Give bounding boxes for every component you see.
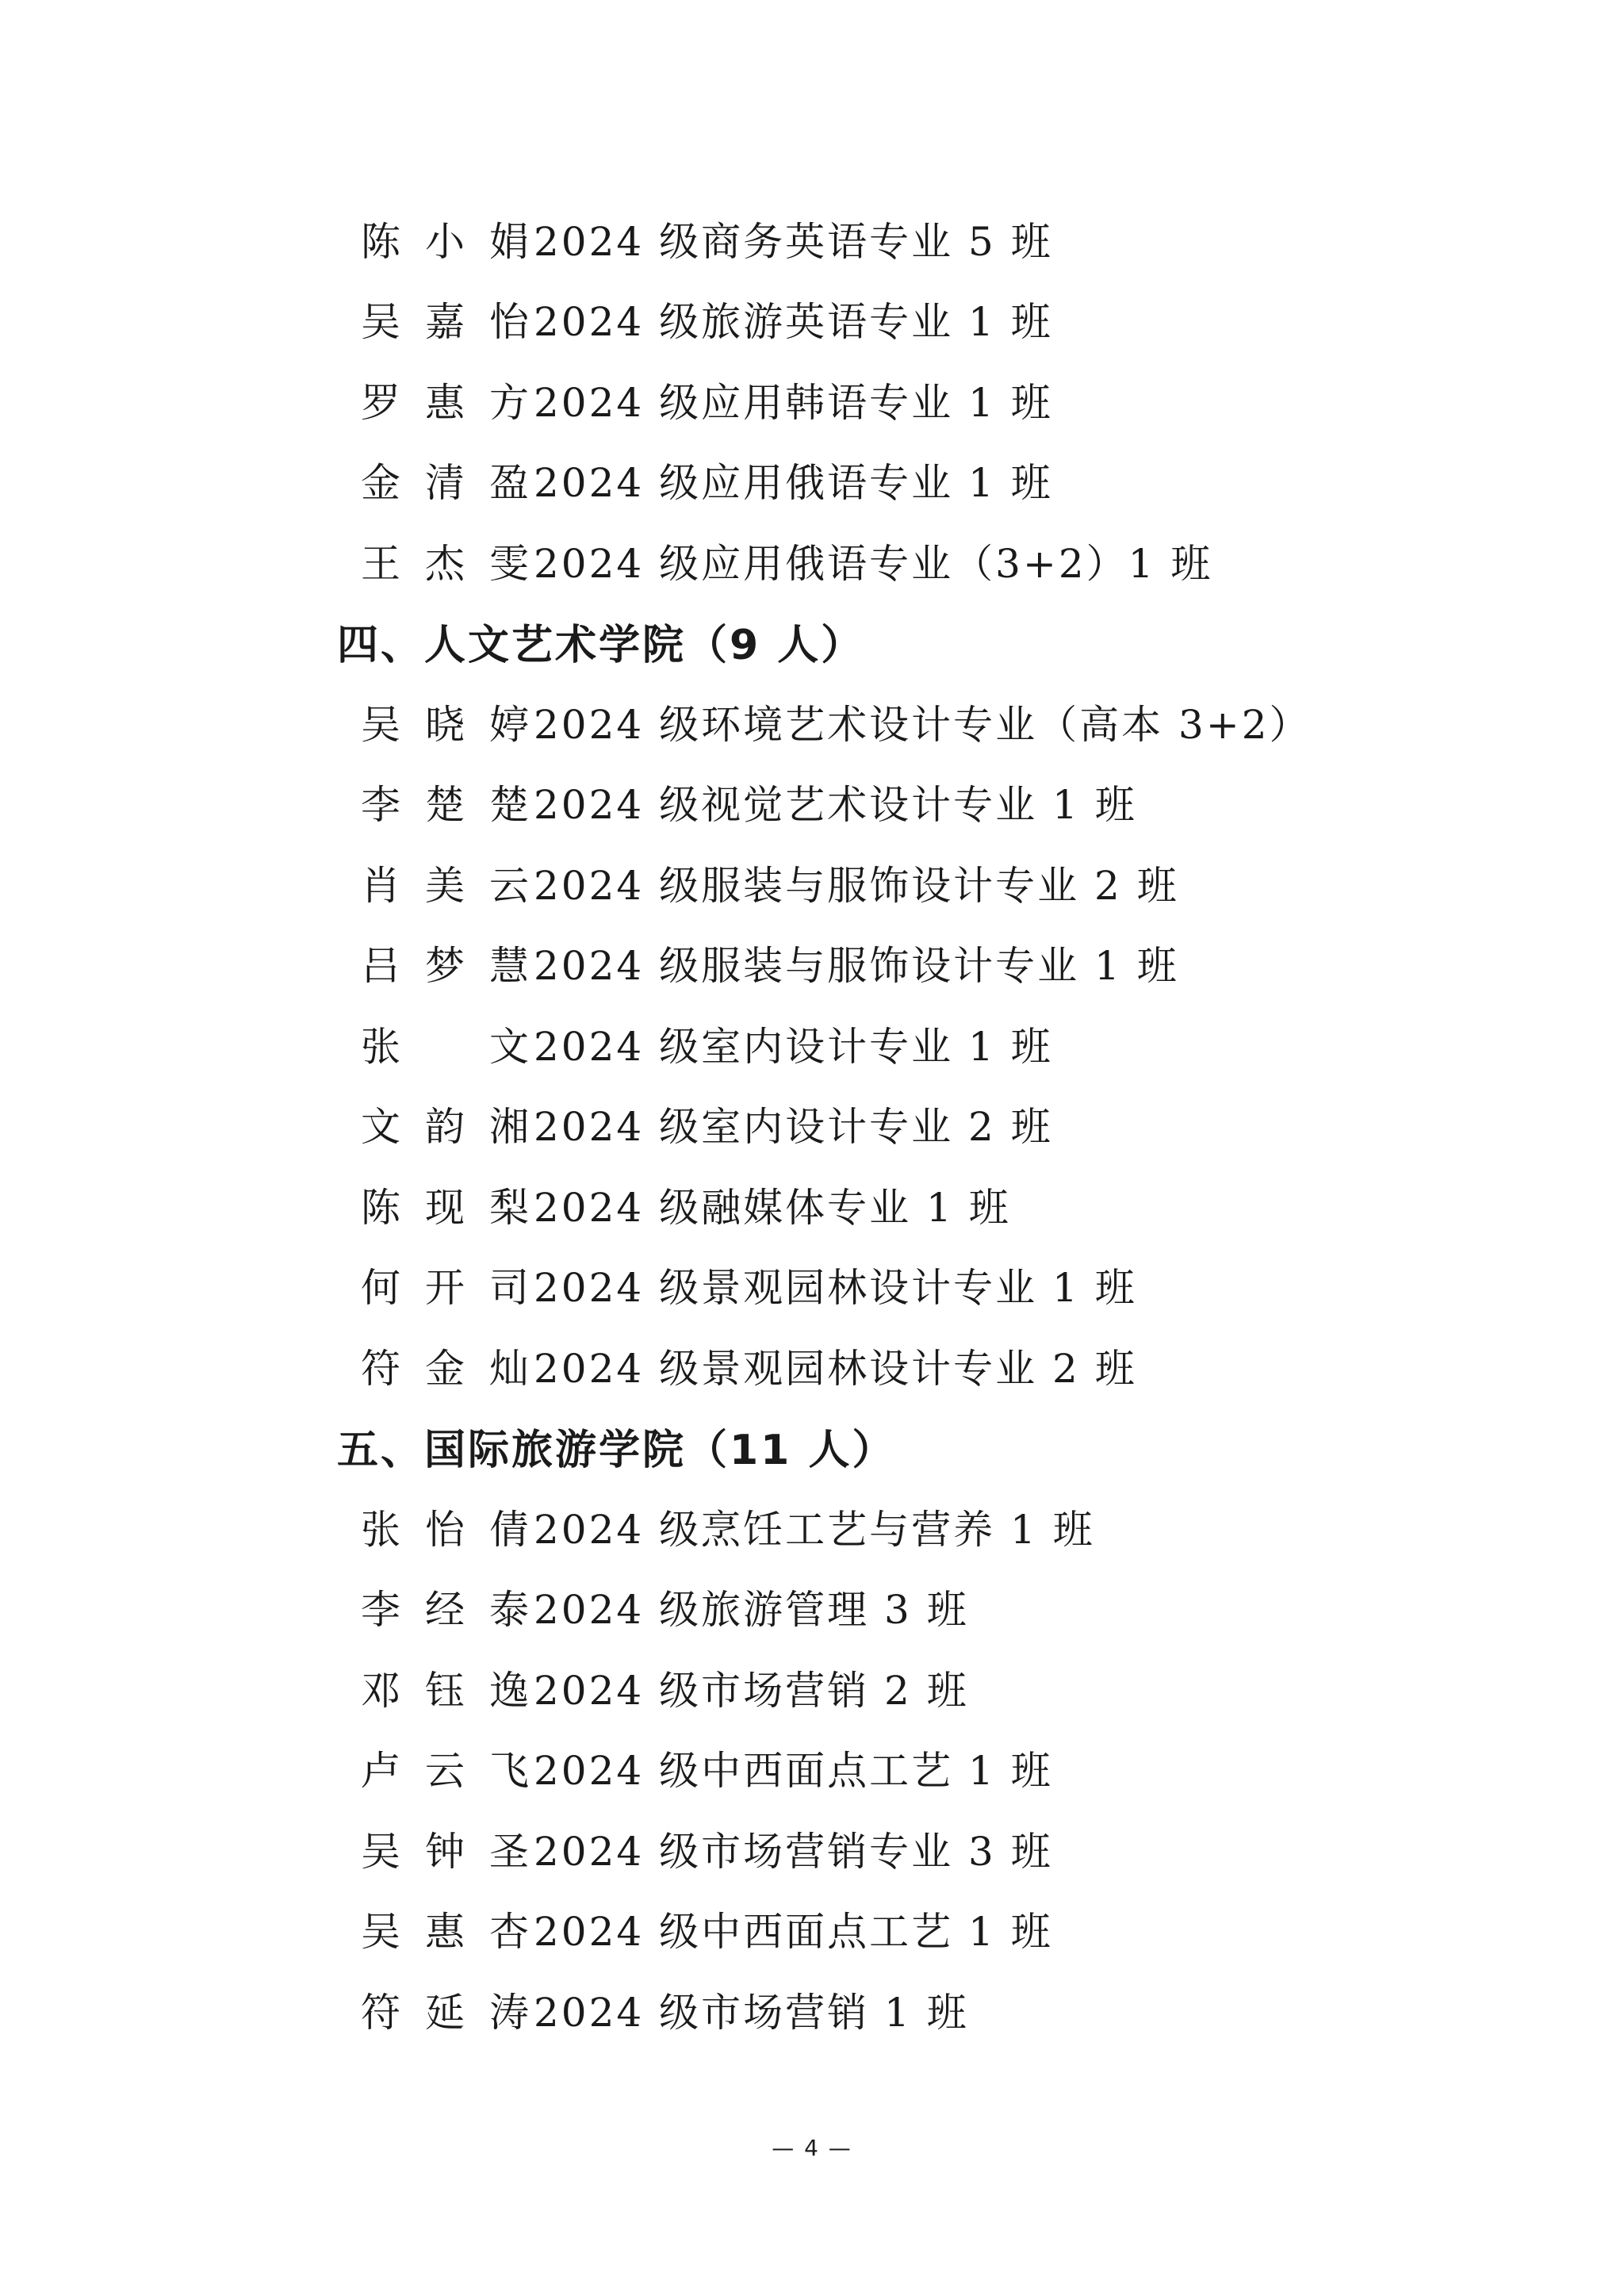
student-class: 2024 级烹饪工艺与营养 1 班 (534, 1506, 1095, 1553)
student-class: 2024 级中西面点工艺 1 班 (534, 1909, 1053, 1956)
student-name: 吴钟圣 (361, 1828, 534, 1875)
student-name: 邓钰逸 (361, 1667, 534, 1714)
list-item (337, 762, 1487, 843)
student-name: 张怡倩 (361, 1506, 534, 1553)
list-item (337, 279, 1487, 360)
student-name: 张文 (361, 1023, 534, 1070)
list-item (337, 1245, 1487, 1326)
student-name: 吴惠杏 (361, 1909, 534, 1956)
student-name: 陈现梨 (361, 1184, 534, 1231)
award-list (337, 198, 1487, 2050)
student-name: 符金灿 (361, 1345, 534, 1392)
student-name: 陈小娟 (361, 218, 534, 265)
student-name: 肖美云 (361, 862, 534, 909)
list-item (337, 1647, 1487, 1728)
list-item (337, 923, 1487, 1004)
student-name: 吴晓婷 (361, 701, 534, 748)
student-class: 2024 级视觉艺术设计专业 1 班 (534, 782, 1137, 829)
list-item (337, 842, 1487, 923)
list-item (337, 1728, 1487, 1809)
student-class: 2024 级应用韩语专业 1 班 (534, 379, 1053, 426)
student-class: 2024 级景观园林设计专业 1 班 (534, 1265, 1137, 1312)
student-name: 金清盈 (361, 460, 534, 507)
student-class: 2024 级商务英语专业 5 班 (534, 218, 1053, 265)
section-heading: 五、国际旅游学院（11 人） (337, 1426, 896, 1474)
list-item (337, 520, 1487, 601)
student-class: 2024 级旅游管理 3 班 (534, 1587, 969, 1634)
student-class: 2024 级市场营销专业 3 班 (534, 1828, 1053, 1875)
student-class: 2024 级中西面点工艺 1 班 (534, 1748, 1053, 1795)
student-name: 王杰雯 (361, 540, 534, 587)
section-heading: 四、人文艺术学院（9 人） (337, 621, 865, 669)
student-class: 2024 级室内设计专业 1 班 (534, 1023, 1053, 1070)
student-class: 2024 级融媒体专业 1 班 (534, 1184, 1011, 1231)
list-item (337, 440, 1487, 521)
student-class: 2024 级旅游英语专业 1 班 (534, 299, 1053, 346)
student-name: 吴嘉怡 (361, 299, 534, 346)
list-item (337, 1003, 1487, 1084)
student-class: 2024 级应用俄语专业 1 班 (534, 460, 1053, 507)
list-item (337, 359, 1487, 440)
student-class: 2024 级环境艺术设计专业（高本 3+2） (534, 701, 1312, 748)
student-name: 文韵湘 (361, 1104, 534, 1151)
student-class: 2024 级服装与服饰设计专业 2 班 (534, 862, 1179, 909)
student-name: 何开司 (361, 1265, 534, 1312)
list-item (337, 198, 1487, 279)
list-item (337, 1969, 1487, 2050)
student-class: 2024 级服装与服饰设计专业 1 班 (534, 943, 1179, 990)
list-item (337, 681, 1487, 762)
student-name: 李楚楚 (361, 782, 534, 829)
student-name: 李经泰 (361, 1587, 534, 1634)
student-name: 卢云飞 (361, 1748, 534, 1795)
list-item (337, 1808, 1487, 1889)
list-item (337, 1084, 1487, 1165)
list-item (337, 1889, 1487, 1970)
list-item (337, 1325, 1487, 1406)
student-class: 2024 级应用俄语专业（3+2）1 班 (534, 540, 1213, 587)
list-item (337, 1164, 1487, 1245)
student-class: 2024 级室内设计专业 2 班 (534, 1104, 1053, 1151)
student-class: 2024 级市场营销 1 班 (534, 1989, 969, 2036)
student-name: 吕梦慧 (361, 943, 534, 990)
list-item (337, 1486, 1487, 1567)
page-number: — 4 — (772, 2135, 852, 2161)
student-name: 罗惠方 (361, 379, 534, 426)
list-item (337, 1567, 1487, 1648)
student-name: 符延涛 (361, 1989, 534, 2036)
student-class: 2024 级景观园林设计专业 2 班 (534, 1345, 1137, 1392)
student-class: 2024 级市场营销 2 班 (534, 1667, 969, 1714)
